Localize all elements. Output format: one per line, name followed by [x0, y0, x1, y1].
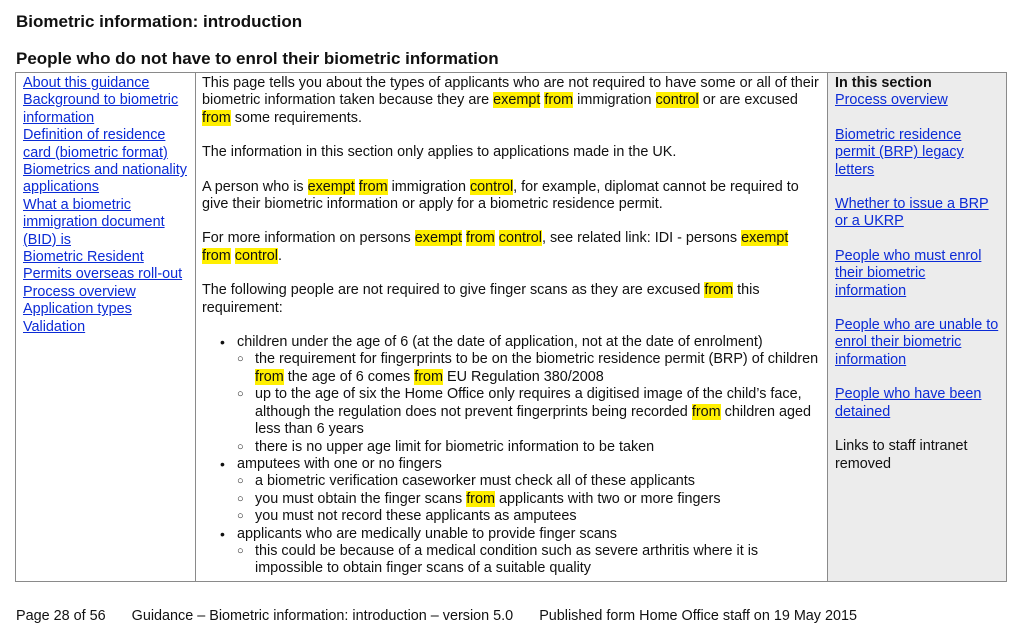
medical-sublist [237, 543, 821, 578]
section-link-brp-legacy[interactable]: Biometric residence permit (BRP) legacy letters [835, 126, 964, 178]
nav-link-residence-card[interactable]: Definition of residence card (biometric format) [23, 127, 168, 161]
nav-link-validation[interactable]: Validation [23, 318, 86, 335]
nav-link-biometrics-nationality[interactable]: Biometrics and nationality applications [23, 162, 187, 196]
nav-link-process-overview[interactable]: Process overview [23, 283, 136, 300]
list-item-amputees: • amputees with one or no fingers ○ a biometric verification caseworker must check all of these applicants ○ you must obtain the finger scans from applicants with two or more fingers ○ you must not record these applicants as amputees [202, 456, 821, 526]
section-link-process-overview[interactable]: Process overview [835, 92, 948, 109]
content-table [15, 72, 1007, 582]
list-item: ○ the requirement for fingerprints to be on the biometric residence permit (BRP) of children from the age of 6 comes from EU Regulation 380/2008 [237, 351, 821, 386]
in-this-section-panel [828, 73, 1006, 581]
list-item: ○ there is no upper age limit for biometric information to be taken [237, 439, 821, 456]
nav-link-background[interactable]: Background to biometric information [23, 92, 179, 126]
list-item: ○ up to the age of six the Home Office only requires a digitised image of the child’s face, although the regulation does not prevent fingerprints being recorded from children aged less than 6 years [237, 386, 821, 438]
list-item-children: • children under the age of 6 (at the date of application, not at the date of enrolment) ○ the requirement for fingerprints to be on the biometric residence permit (BRP) of children from the age of 6 comes from EU Regulation 380/2008 ○ up to the age of six the Home Office only requires a digitised image of the child’s face, although the regulation does not prevent fingerprints being recorded from children aged less than 6 years ○ there is no upper age limit for biometric information to be taken [202, 334, 821, 456]
nav-link-about[interactable]: About this guidance [23, 75, 150, 91]
section-link-detained[interactable]: People who have been detained [835, 386, 982, 420]
in-this-section-heading: In this section [835, 75, 932, 91]
page-footer [16, 608, 879, 624]
children-sublist [237, 351, 821, 455]
more-info-paragraph: For more information on persons exempt from control, see related link: IDI - persons exempt from control. [202, 230, 789, 264]
list-item-medical: • applicants who are medically unable to provide finger scans ○ this could be because of a medical condition such as severe arthritis where it is impossible to obtain finger scans of a suitable quality [202, 526, 821, 578]
uk-only-paragraph: The information in this section only applies to applications made in the UK. [202, 144, 677, 161]
page-title: Biometric information: introduction [16, 12, 303, 31]
intro-paragraph: This page tells you about the types of applicants who are not required to have some or all of their biometric information taken because they are exempt from immigration control or are excused from some requirements. [202, 75, 819, 126]
nav-link-application-types[interactable]: Application types [23, 301, 132, 318]
section-link-must-enrol[interactable]: People who must enrol their biometric information [835, 247, 982, 299]
finger-scans-paragraph: The following people are not required to give finger scans as they are excused from this requirement: [202, 282, 760, 316]
intranet-note: Links to staff intranet removed [835, 438, 968, 472]
exemption-list [202, 334, 821, 578]
section-heading: People who do not have to enrol their biometric information [16, 49, 499, 68]
list-item: ○ a biometric verification caseworker must check all of these applicants [237, 473, 821, 490]
list-item: ○ this could be because of a medical condition such as severe arthritis where it is impossible to obtain finger scans of a suitable quality [237, 543, 821, 578]
diplomat-paragraph: A person who is exempt from immigration control, for example, diplomat cannot be required to give their biometric information or apply for a biometric residence permit. [202, 178, 799, 213]
published-date: Published form Home Office staff on 19 May 2015 [539, 608, 858, 624]
nav-link-brp-overseas[interactable]: Biometric Resident Permits overseas roll-out [23, 249, 183, 283]
amputees-sublist [237, 473, 821, 525]
list-item: ○ you must obtain the finger scans from applicants with two or more fingers [237, 491, 821, 508]
page-number: Page 28 of 56 [16, 608, 106, 624]
section-link-brp-or-ukrp[interactable]: Whether to issue a BRP or a UKRP [835, 196, 989, 230]
guidance-version: Guidance – Biometric information: introduction – version 5.0 [131, 608, 514, 624]
list-item: ○ you must not record these applicants as amputees [237, 508, 821, 525]
main-content [196, 73, 828, 581]
nav-link-bid[interactable]: What a biometric immigration document (BID) is [23, 196, 165, 248]
left-navigation [16, 73, 196, 581]
section-link-unable-to-enrol[interactable]: People who are unable to enrol their biometric information [835, 317, 999, 368]
